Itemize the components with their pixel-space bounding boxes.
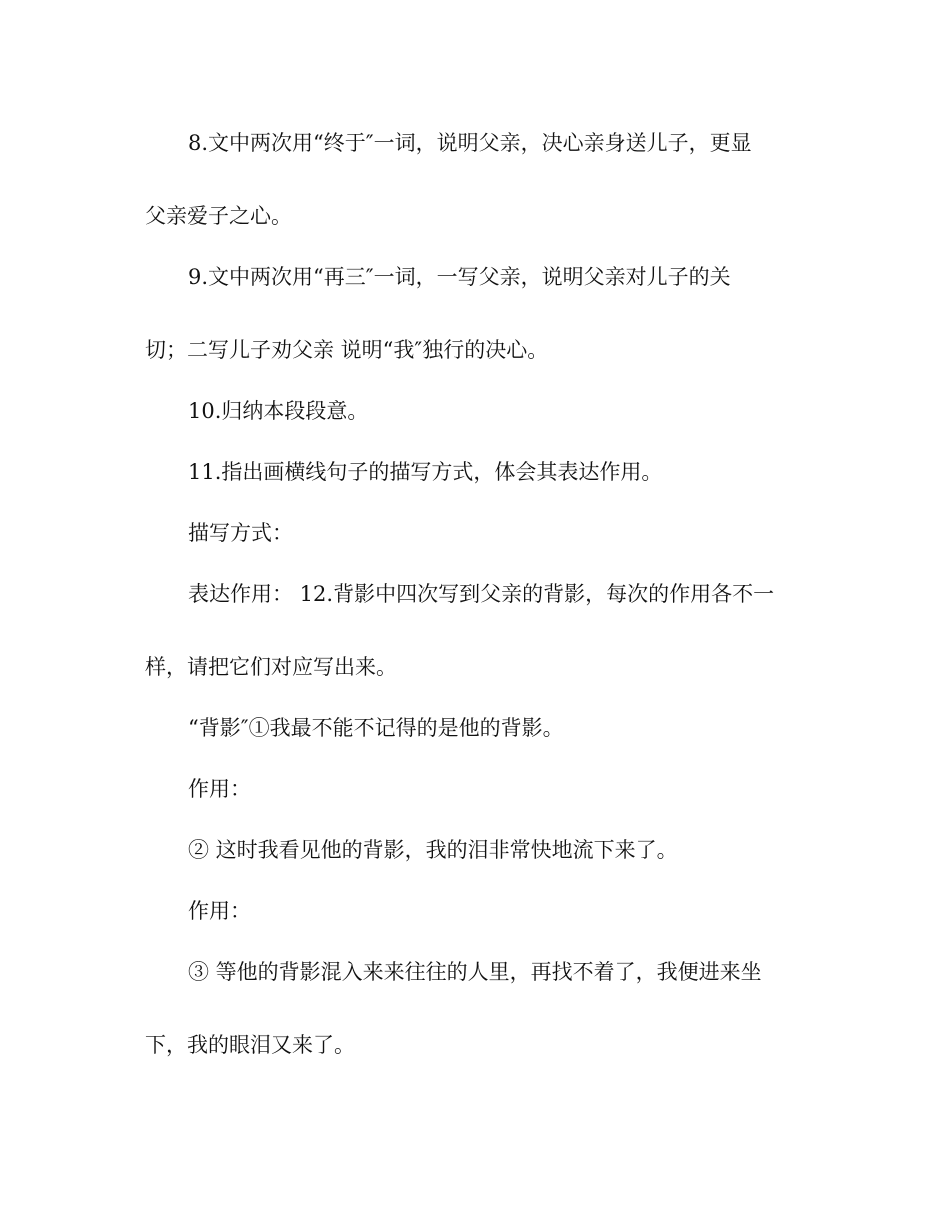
question-12-line-1: 表达作用： 12.背影中四次写到父亲的背影，每次的作用各不一 — [188, 582, 775, 606]
back-view-item-3-line-2: 下，我的眼泪又来了。 — [145, 1033, 355, 1057]
back-view-item-1: “背影″①我最不能不记得的是他的背影。 — [188, 716, 564, 740]
effect-label-2: 作用： — [188, 899, 251, 923]
question-10: 10.归纳本段段意。 — [188, 399, 369, 423]
back-view-item-2: ② 这时我看见他的背影，我的泪非常快地流下来了。 — [188, 838, 678, 862]
question-9-line-1: 9.文中两次用“再三″一词，一写父亲，说明父亲对儿子的关 — [188, 265, 731, 289]
question-8-line-1: 8.文中两次用“终于″一词，说明父亲，决心亲身送儿子，更显 — [188, 131, 752, 155]
description-method-label: 描写方式： — [188, 521, 293, 545]
question-12-line-2: 样，请把它们对应写出来。 — [145, 655, 397, 679]
question-11: 11.指出画横线句子的描写方式，体会其表达作用。 — [188, 460, 663, 484]
question-9-line-2: 切；二写儿子劝父亲 说明“我″独行的决心。 — [145, 338, 549, 362]
question-8-line-2: 父亲爱子之心。 — [145, 204, 292, 228]
back-view-item-3-line-1: ③ 等他的背影混入来来往往的人里，再找不着了，我便进来坐 — [188, 960, 762, 984]
effect-label-1: 作用： — [188, 777, 251, 801]
